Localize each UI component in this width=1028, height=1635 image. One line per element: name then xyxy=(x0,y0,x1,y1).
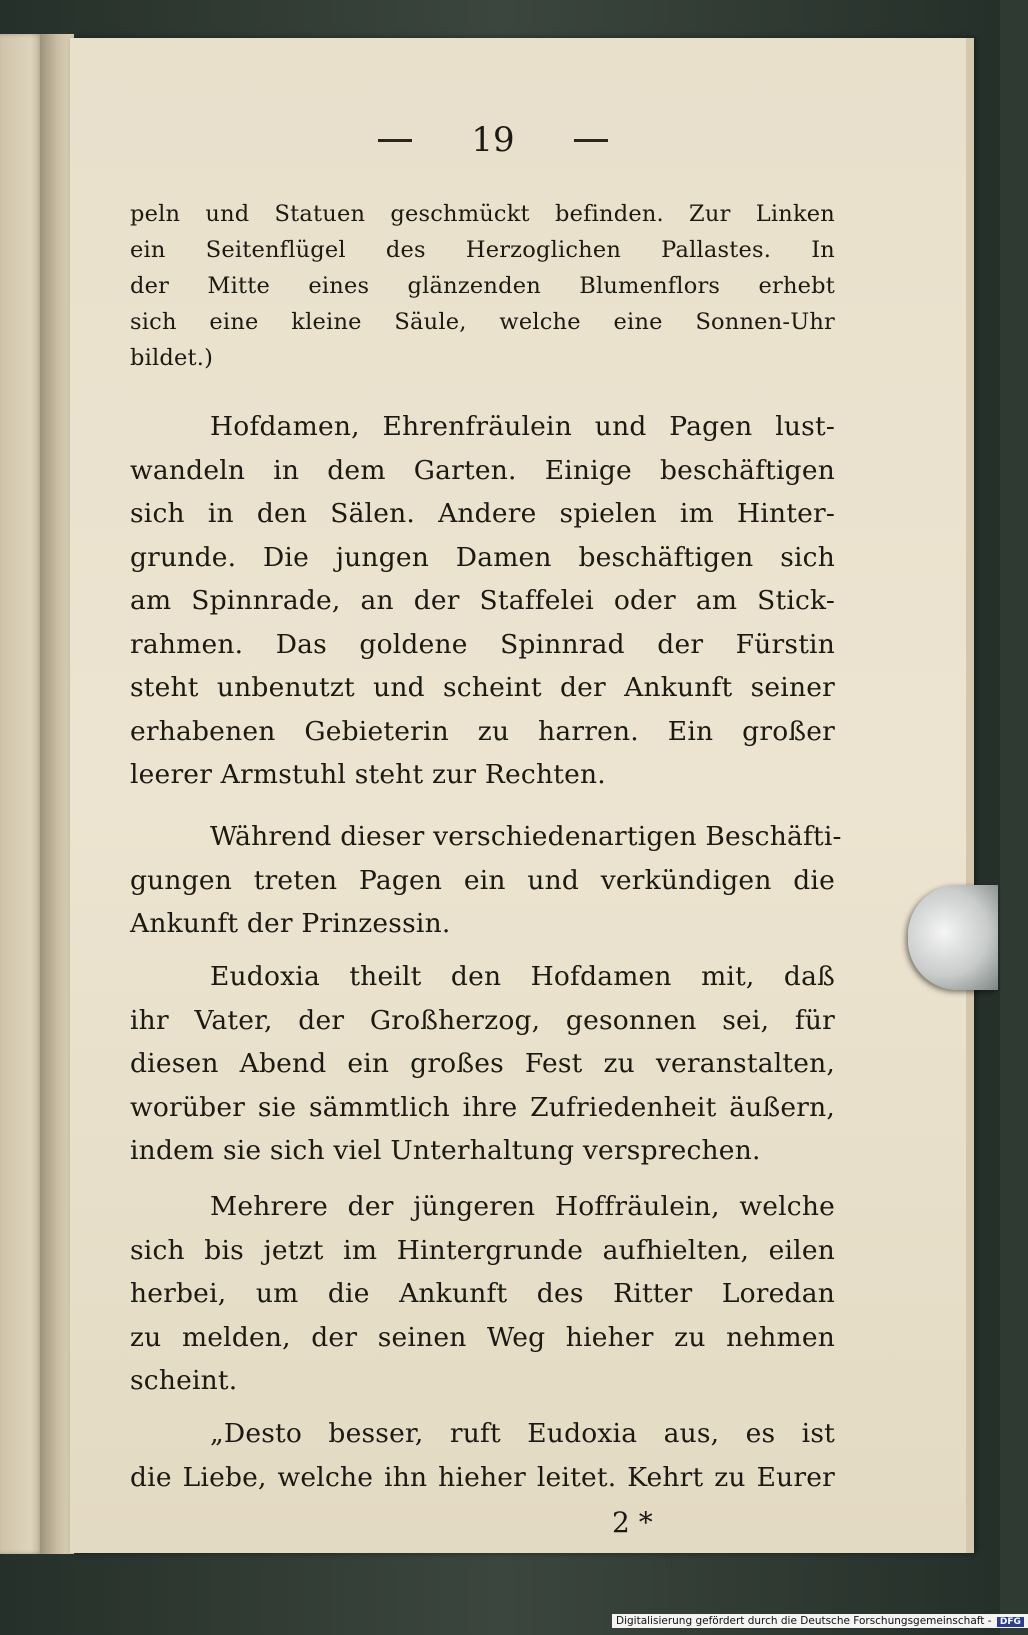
facing-page-edge xyxy=(0,34,44,1554)
intro-stage-direction xyxy=(130,196,835,376)
text-line: erhabenen Gebieterin zu harren. Ein großer xyxy=(130,715,835,747)
text-line: diesen Abend ein großes Fest zu veranstalten, xyxy=(130,1048,835,1079)
digitization-credit xyxy=(612,1614,1028,1628)
text-line: der Mitte eines glänzenden Blumenflors erhebt xyxy=(130,273,835,299)
intro-paragraph xyxy=(130,196,835,376)
text-line: worüber sie sämmtlich ihre Zufriedenheit äußern, xyxy=(130,1091,835,1123)
text-line: sich bis jetzt im Hintergrunde aufhielten, eilen xyxy=(130,1234,835,1266)
credit-text: Digitalisierung gefördert durch die Deutsche Forschungsgemeinschaft - xyxy=(616,1615,992,1627)
text-line: bildet.) xyxy=(130,345,214,371)
text-line: „Desto besser, ruft Eudoxia aus, es ist xyxy=(210,1418,835,1449)
text-line: Ankunft der Prinzessin. xyxy=(130,908,451,939)
text-line: leerer Armstuhl steht zur Rechten. xyxy=(130,759,606,790)
text-line: ihr Vater, der Großherzog, gesonnen sei, für xyxy=(130,1004,835,1036)
paragraph-1 xyxy=(130,405,835,797)
text-line: steht unbenutzt und scheint der Ankunft seiner xyxy=(130,672,835,703)
text-line: gungen treten Pagen ein und verkündigen die xyxy=(130,864,835,896)
text-line: indem sie sich viel Unterhaltung versprechen. xyxy=(130,1135,761,1166)
paragraph-2 xyxy=(130,815,842,946)
text-line: sich in den Sälen. Andere spielen im Hinter- xyxy=(130,498,835,529)
dfg-logo: DFG xyxy=(997,1617,1024,1627)
text-line: die Liebe, welche ihn hieher leitet. Kehrt zu Eurer xyxy=(130,1461,835,1493)
text-line: wandeln in dem Garten. Einige beschäftigen xyxy=(130,454,835,486)
text-line: rahmen. Das goldene Spinnrad der Fürstin xyxy=(130,628,835,660)
book-gutter xyxy=(40,34,74,1554)
paragraph-body xyxy=(130,1185,835,1403)
text-line: herbei, um die Ankunft des Ritter Loredan xyxy=(130,1278,835,1309)
text-line: scheint. xyxy=(130,1365,238,1396)
text-line: Hofdamen, Ehrenfräulein und Pagen lust- xyxy=(210,411,835,442)
header-dash-right xyxy=(574,139,608,142)
text-line: sich eine kleine Säule, welche eine Sonnen-Uhr xyxy=(130,309,835,335)
page-header xyxy=(378,118,608,162)
text-line: am Spinnrade, an der Staffelei oder am Stick- xyxy=(130,585,835,616)
paragraph-5 xyxy=(130,1412,835,1499)
text-line: Eudoxia theilt den Hofdamen mit, daß xyxy=(210,961,835,992)
text-line: zu melden, der seinen Weg hieher zu nehmen xyxy=(130,1321,835,1353)
paragraph-body xyxy=(130,815,842,946)
text-line: Mehrere der jüngeren Hoffräulein, welche xyxy=(210,1191,835,1222)
paragraph-3 xyxy=(130,955,835,1173)
text-line: peln und Statuen geschmückt befinden. Zur Linken xyxy=(130,201,835,227)
paragraph-4 xyxy=(130,1185,835,1403)
text-line: ein Seitenflügel des Herzoglichen Pallastes. In xyxy=(130,237,835,263)
paragraph-body xyxy=(130,955,835,1173)
text-line: Während dieser verschiedenartigen Beschäfti- xyxy=(210,821,842,852)
header-dash-left xyxy=(378,139,412,142)
paragraph-body xyxy=(130,1412,835,1499)
text-line: grunde. Die jungen Damen beschäftigen sich xyxy=(130,541,835,573)
paragraph-body xyxy=(130,405,835,797)
signature-mark: 2 * xyxy=(612,1506,653,1539)
page-edge xyxy=(966,38,974,1553)
page-number: 19 xyxy=(471,120,515,160)
page-clip-tab xyxy=(908,885,998,990)
